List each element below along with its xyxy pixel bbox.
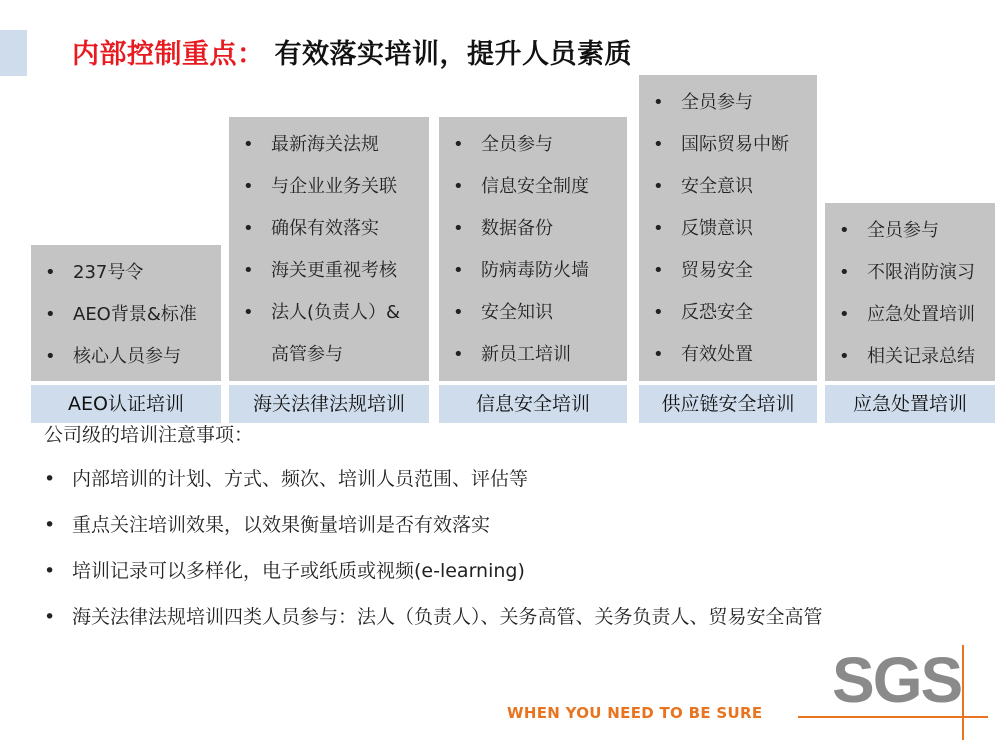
list-item: • 反馈意识 [653,208,817,250]
training-label-customs: 海关法律法规培训 [229,385,429,423]
note-item: • 内部培训的计划、方式、频次、培训人员范围、评估等 [44,456,823,502]
training-label-aeo: AEO认证培训 [31,385,221,423]
sgs-logo: SGS [832,644,962,716]
list-item: • 有效处置 [653,334,817,376]
list-item: • 全员参与 [453,124,627,166]
note-item: • 培训记录可以多样化，电子或纸质或视频(e-learning) [44,548,823,594]
list-item: • 全员参与 [653,82,817,124]
note-item: • 海关法律法规培训四类人员参与：法人（负责人）、关务高管、关务负责人、贸易安全高管 [44,594,823,640]
training-notes [44,418,823,640]
list-item: • 国际贸易中断 [653,124,817,166]
list-item: • 数据备份 [453,208,627,250]
list-item: • 安全知识 [453,292,627,334]
training-label-infosec: 信息安全培训 [439,385,627,423]
list-item: • 不限消防演习 [839,252,995,294]
list-item: • AEO背景&标准 [45,294,221,336]
list-item: • 信息安全制度 [453,166,627,208]
training-box-emergency [825,203,995,381]
list-item: • 反恐安全 [653,292,817,334]
notes-heading: 公司级的培训注意事项： [44,424,254,446]
training-box-customs [229,117,429,381]
list-item: • 全员参与 [839,210,995,252]
list-item: • 核心人员参与 [45,336,221,378]
training-box-aeo [31,245,221,381]
list-item: 高管参与 [271,344,343,365]
list-item: • 与企业业务关联 [243,166,429,208]
list-item: • 防病毒防火墙 [453,250,627,292]
list-item: • 最新海关法规 [243,124,429,166]
page-title [72,32,632,71]
list-item: • 应急处置培训 [839,294,995,336]
title-highlight: 内部控制重点： [72,39,265,70]
list-item: • 确保有效落实 [243,208,429,250]
training-box-supply-chain [639,75,817,381]
title-main: 有效落实培训，提升人员素质 [274,39,632,70]
accent-bar [0,30,27,76]
list-item: • 法人(负责人）& [243,292,429,334]
training-label-emergency: 应急处置培训 [825,385,995,423]
list-item: • 海关更重视考核 [243,250,429,292]
training-label-supply-chain: 供应链安全培训 [639,385,817,423]
training-box-infosec [439,117,627,381]
list-item: • 237号令 [45,252,221,294]
brand-tagline: WHEN YOU NEED TO BE SURE [507,704,763,722]
list-item: • 贸易安全 [653,250,817,292]
list-item: • 新员工培训 [453,334,627,376]
note-item: • 重点关注培训效果，以效果衡量培训是否有效落实 [44,502,823,548]
list-item: • 相关记录总结 [839,336,995,378]
brand-divider-vertical [962,645,964,740]
list-item: • 安全意识 [653,166,817,208]
